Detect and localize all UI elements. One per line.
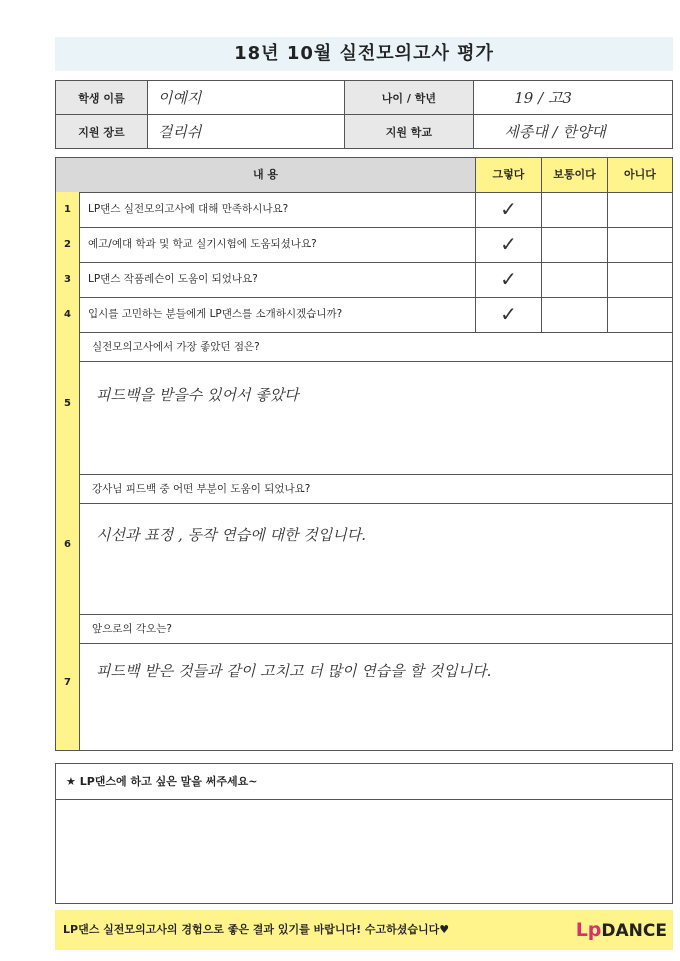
student-info-table	[55, 80, 673, 149]
answer-yes-checkmark: ✓	[475, 297, 541, 332]
question-number: 5	[56, 332, 80, 474]
student-name-value: 이예지	[147, 81, 344, 115]
handwritten-answer: 피드백을 받을수 있어서 좋았다	[96, 386, 299, 404]
message-field[interactable]	[66, 808, 662, 896]
no-header: 아니다	[607, 158, 672, 192]
school-value: 세종대 / 한양대	[474, 115, 673, 149]
student-name-label: 학생 이름	[56, 81, 148, 115]
content-header: 내 용	[252, 168, 279, 181]
answer-neutral-cell	[541, 297, 607, 332]
open-question-block	[56, 474, 672, 615]
answer-neutral-cell	[541, 262, 607, 297]
handwritten-answer: 시선과 표정 , 동작 연습에 대한 것입니다.	[96, 526, 366, 544]
genre-label: 지원 장르	[56, 115, 148, 149]
answer-no-cell	[607, 262, 672, 297]
question-text: LP댄스 작품레슨이 도움이 되었나요?	[88, 273, 258, 285]
answer-neutral-cell	[541, 227, 607, 262]
answer-no-cell	[607, 192, 672, 227]
open-question-text: 앞으로의 각오는?	[80, 614, 672, 644]
footer-banner	[55, 910, 673, 950]
question-text: 입시를 고민하는 분들에게 LP댄스를 소개하시겠습니까?	[88, 308, 343, 320]
answer-no-cell	[607, 297, 672, 332]
age-grade-value: 19 / 고3	[474, 81, 673, 115]
footer-text: LP댄스 실전모의고사의 경험으로 좋은 결과 있기를 바랍니다! 수고하셨습니다♥	[63, 923, 450, 936]
question-number: 6	[56, 474, 80, 614]
yes-header: 그렇다	[475, 158, 541, 192]
question-number: 3	[56, 262, 80, 297]
answer-yes-checkmark: ✓	[475, 262, 541, 297]
message-header	[56, 764, 672, 800]
genre-value: 걸리쉬	[147, 115, 344, 149]
question-text: 예고/예대 학과 및 학교 실기시험에 도움되셨나요?	[88, 238, 317, 250]
handwritten-answer: 피드백 받은 것들과 같이 고치고 더 많이 연습을 할 것입니다.	[96, 662, 492, 680]
lp-dance-logo	[576, 910, 667, 950]
survey-header-row	[56, 158, 672, 193]
question-number: 1	[56, 192, 80, 227]
question-row	[56, 297, 672, 333]
question-row	[56, 192, 672, 228]
open-question-text: 강사님 피드백 중 어떤 부분이 도움이 되었나요?	[80, 474, 672, 504]
answer-neutral-cell	[541, 192, 607, 227]
question-number: 4	[56, 297, 80, 332]
answer-yes-checkmark: ✓	[475, 192, 541, 227]
logo-lp: Lp	[575, 919, 602, 941]
open-question-block	[56, 614, 672, 750]
school-label: 지원 학교	[344, 115, 474, 149]
survey-table	[55, 157, 673, 751]
message-label: LP댄스에 하고 싶은 말을 써주세요~	[79, 775, 258, 788]
message-box	[55, 763, 673, 904]
open-question-block	[56, 332, 672, 475]
open-question-text: 실전모의고사에서 가장 좋았던 점은?	[80, 332, 672, 362]
question-row	[56, 227, 672, 263]
question-number: 7	[56, 614, 80, 750]
age-grade-label: 나이 / 학년	[344, 81, 474, 115]
answer-no-cell	[607, 227, 672, 262]
neutral-header: 보통이다	[541, 158, 607, 192]
question-row	[56, 262, 672, 298]
logo-dance: DANCE	[601, 921, 667, 941]
question-number: 2	[56, 227, 80, 262]
answer-yes-checkmark: ✓	[475, 227, 541, 262]
page-title: 18년 10월 실전모의고사 평가	[55, 37, 673, 71]
question-text: LP댄스 실전모의고사에 대해 만족하시나요?	[88, 203, 289, 215]
star-icon: ★	[66, 775, 76, 788]
